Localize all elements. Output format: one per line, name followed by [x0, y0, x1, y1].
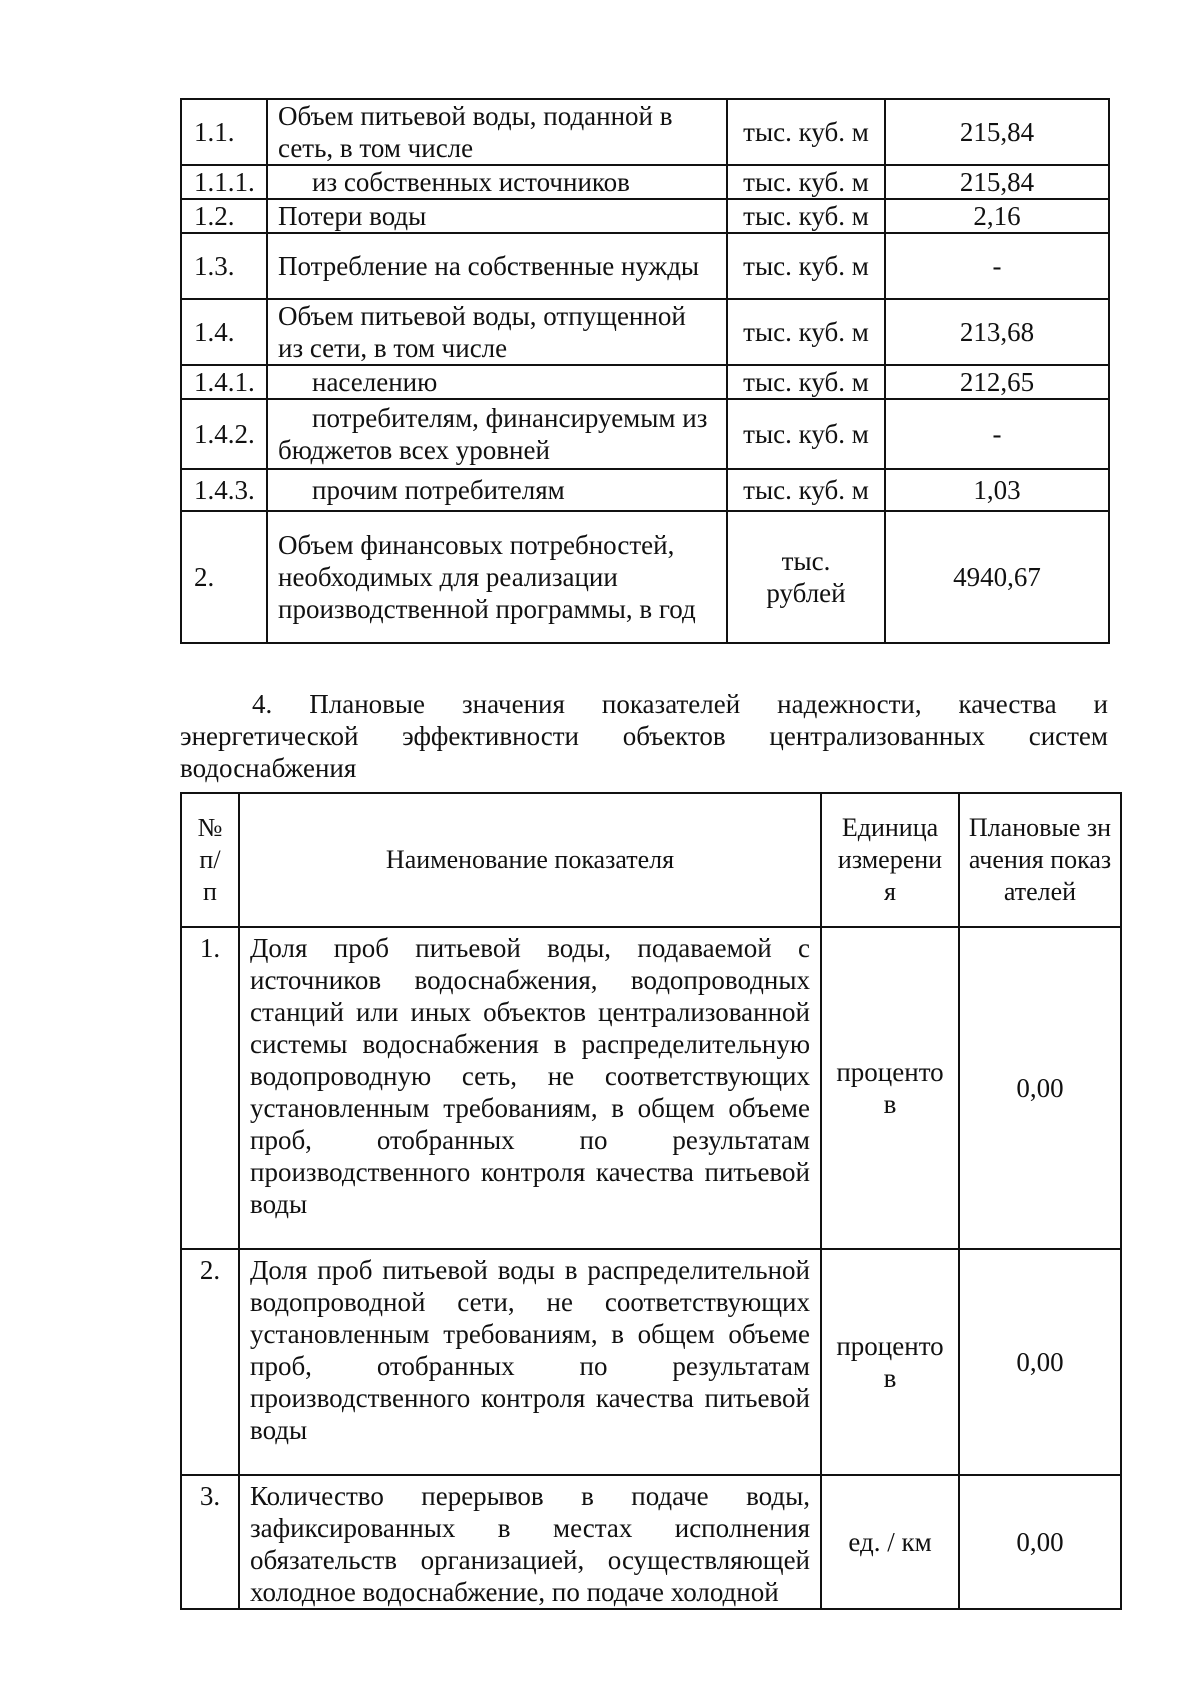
row-value: -	[885, 233, 1109, 299]
row-unit: тыс. куб. м	[727, 99, 885, 165]
table-row	[181, 1475, 1121, 1609]
row-name: Потери воды	[267, 199, 727, 233]
row-unit-text: процентов	[836, 1057, 944, 1119]
row-number: 1.1.	[181, 99, 267, 165]
table-row	[181, 511, 1109, 643]
section-4-line: водоснабжения	[180, 753, 357, 783]
header-value	[959, 793, 1121, 927]
header-num-text: № п/п	[197, 813, 223, 906]
row-value: -	[885, 399, 1109, 469]
header-unit	[821, 793, 959, 927]
row-number: 3.	[181, 1475, 239, 1609]
row-name: Объем финансовых потребностей, необходимых для реализации производственной программы, в год	[267, 511, 727, 643]
row-unit	[727, 511, 885, 643]
row-number: 1.1.1.	[181, 165, 267, 199]
row-value: 215,84	[885, 99, 1109, 165]
row-unit-text: процентов	[836, 1331, 944, 1393]
row-unit: тыс. куб. м	[727, 469, 885, 511]
row-value: 1,03	[885, 469, 1109, 511]
row-number: 2.	[181, 1249, 239, 1475]
row-unit	[821, 927, 959, 1249]
row-number: 1.4.3.	[181, 469, 267, 511]
production-program-table	[180, 98, 1110, 644]
row-name: Доля проб питьевой воды, подаваемой с источников водоснабжения, водопроводных станций или иных объектов централизованной системы водоснабжения в распределительную водопроводную сеть, не соответствующих установленным требованиям, в общем объеме проб, отобранных по результатам производственного контроля качества питьевой воды	[239, 927, 821, 1249]
header-unit-text: Единица измерения	[837, 813, 943, 906]
row-number: 1.4.	[181, 299, 267, 365]
row-number: 2.	[181, 511, 267, 643]
row-name: прочим потребителям	[267, 469, 727, 511]
row-name-text: потребителям, финансируемым из бюджетов всех уровней	[278, 403, 708, 465]
row-unit: тыс. куб. м	[727, 199, 885, 233]
table-row	[181, 365, 1109, 399]
row-value: 215,84	[885, 165, 1109, 199]
indicators-table	[180, 792, 1122, 1610]
row-name: населению	[267, 365, 727, 399]
row-number: 1.4.2.	[181, 399, 267, 469]
table-header-row	[181, 793, 1121, 927]
row-value: 2,16	[885, 199, 1109, 233]
row-number: 1.3.	[181, 233, 267, 299]
row-number: 1.	[181, 927, 239, 1249]
table-row	[181, 165, 1109, 199]
row-name: Объем питьевой воды, отпущенной из сети, в том числе	[267, 299, 727, 365]
row-value: 212,65	[885, 365, 1109, 399]
row-unit: тыс. куб. м	[727, 299, 885, 365]
row-number: 1.4.1.	[181, 365, 267, 399]
table-row	[181, 99, 1109, 165]
row-name: Объем питьевой воды, поданной в сеть, в том числе	[267, 99, 727, 165]
table-row	[181, 927, 1121, 1249]
header-value-text: Плановые значения показателей	[968, 813, 1112, 906]
section-4-line: 4. Плановые значения показателей надежности, качества и	[252, 689, 1108, 719]
row-unit: тыс. куб. м	[727, 399, 885, 469]
row-unit: ед. / км	[821, 1475, 959, 1609]
table-row	[181, 299, 1109, 365]
table-row	[181, 469, 1109, 511]
row-value: 0,00	[959, 1475, 1121, 1609]
row-number: 1.2.	[181, 199, 267, 233]
table-row	[181, 1249, 1121, 1475]
row-unit: тыс. куб. м	[727, 365, 885, 399]
row-unit: тыс. куб. м	[727, 233, 885, 299]
row-unit-text: тыс. рублей	[766, 546, 846, 608]
table-row	[181, 199, 1109, 233]
row-value: 0,00	[959, 1249, 1121, 1475]
row-value: 213,68	[885, 299, 1109, 365]
section-4-line: энергетической эффективности объектов централизованных систем	[180, 721, 1108, 751]
header-num	[181, 793, 239, 927]
section-4-heading	[180, 688, 1108, 784]
row-name: из собственных источников	[267, 165, 727, 199]
row-unit	[821, 1249, 959, 1475]
row-name	[267, 399, 727, 469]
row-unit: тыс. куб. м	[727, 165, 885, 199]
table-row	[181, 233, 1109, 299]
header-name: Наименование показателя	[239, 793, 821, 927]
row-name: Количество перерывов в подаче воды, зафиксированных в местах исполнения обязательств организацией, осуществляющей холодное водоснабжение, по подаче холодной	[239, 1475, 821, 1609]
row-value: 0,00	[959, 927, 1121, 1249]
row-name: Потребление на собственные нужды	[267, 233, 727, 299]
table-row	[181, 399, 1109, 469]
row-value: 4940,67	[885, 511, 1109, 643]
row-name: Доля проб питьевой воды в распределительной водопроводной сети, не соответствующих установленным требованиям, в общем объеме проб, отобранных по результатам производственного контроля качества питьевой воды	[239, 1249, 821, 1475]
